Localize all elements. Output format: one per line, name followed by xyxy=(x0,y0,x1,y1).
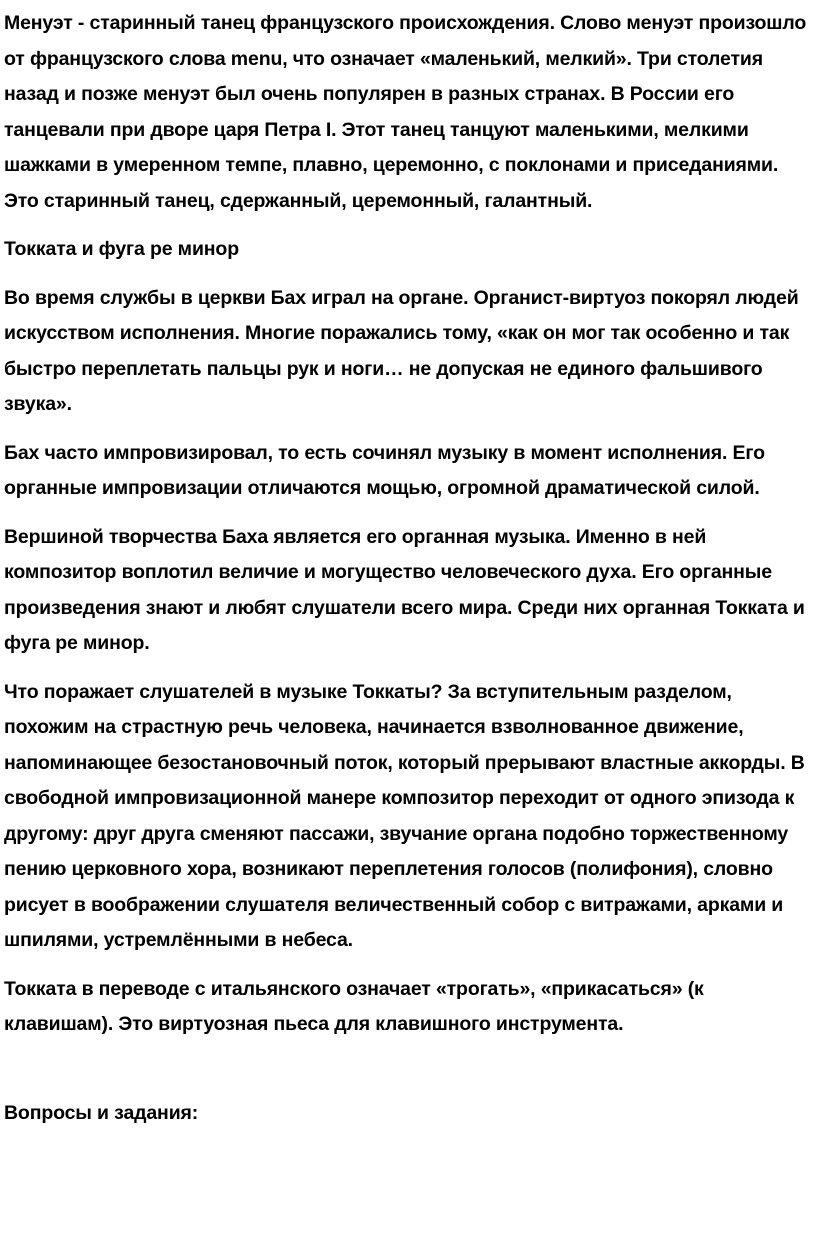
paragraph-minuet: Менуэт - старинный танец французского происхождения. Слово менуэт произошло от французского слова menu, что означает «маленький, мелкий». Три столетия назад и позже менуэт был очень популярен в разных странах. В России его танцевали при дворе царя Петра I. Этот танец танцуют маленькими, мелкими шажками в умеренном темпе, плавно, церемонно, с поклонами и приседаниями. Это старинный танец, сдержанный, церемонный, галантный. xyxy=(4,12,807,212)
paragraph-bach-organ-music: Вершиной творчества Баха является его органная музыка. Именно в ней композитор воплотил величие и могущество человеческого духа. Его органные произведения знают и любят слушатели всего мира. Среди них органная Токката и фуга ре минор. xyxy=(4,525,805,654)
paragraph-bach-improvisation: Бах часто импровизировал, то есть сочинял музыку в момент исполнения. Его органные импровизации отличаются мощью, огромной драматической силой. xyxy=(4,441,765,499)
heading-toccata-fugue: Токката и фуга ре минор xyxy=(4,238,239,260)
paragraph-bach-organ-service: Во время службы в церкви Бах играл на органе. Органист-виртуоз покорял людей искусством исполнения. Многие поражались тому, «как он мог так особенно и так быстро переплетать пальцы рук и ноги… не допуская не единого фальшивого звука». xyxy=(4,286,799,415)
blank-line xyxy=(4,1056,812,1096)
paragraph-toccata-meaning: Токката в переводе с итальянского означает «трогать», «прикасаться» (к клавишам). Это виртуозная пьеса для клавишного инструмента. xyxy=(4,977,704,1035)
heading-questions: Вопросы и задания: xyxy=(4,1101,199,1124)
paragraph-toccata-description: Что поражает слушателей в музыке Токкаты? За вступительным разделом, похожим на страстную речь человека, начинается взволнованное движение, напоминающее безостановочный поток, который прерывают властные аккорды. В свободной импровизационной манере композитор переходит от одного эпизода к другому: друг друга сменяют пассажи, звучание органа подобно торжественному пению церковного хора, возникают переплетения голосов (полифония), словно рисует в воображении слушателя величественный собор с витражами, арками и шпилями, устремлёнными в небеса. xyxy=(4,680,805,951)
document-page xyxy=(4,6,812,1144)
